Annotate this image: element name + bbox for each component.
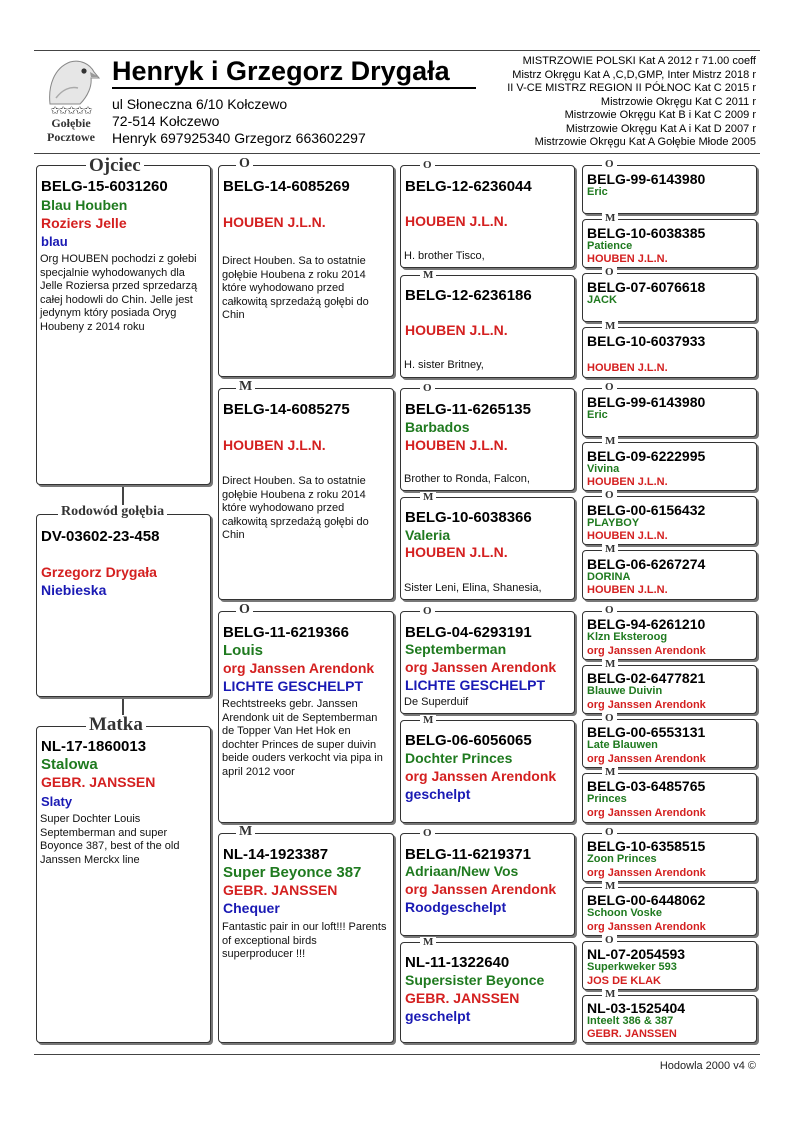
female-marker: M <box>420 937 436 948</box>
logo-text <box>36 116 106 144</box>
ancestor-card[interactable] <box>582 887 757 936</box>
pigeon-name: Klzn Eksteroog <box>587 631 668 643</box>
breeder-name: Grzegorz Drygała <box>41 564 157 580</box>
achievement: Mistrzowie Okręgu Kat A Gołębie Młode 2005 <box>534 136 756 148</box>
ring-number: BELG-10-6358515 <box>587 838 706 854</box>
breeder-name: HOUBEN J.L.N. <box>587 584 668 596</box>
ring-number: BELG-11-6265135 <box>405 401 531 418</box>
ring-number: BELG-00-6156432 <box>587 502 706 518</box>
color-label: Roodgeschelpt <box>405 899 507 915</box>
male-marker: O <box>420 383 435 394</box>
ring-number: BELG-15-6031260 <box>41 178 168 195</box>
pigeon-name: Barbados <box>405 419 470 435</box>
female-marker: M <box>602 659 618 670</box>
ring-number: BELG-10-6038385 <box>587 225 706 241</box>
title-underline <box>112 87 476 89</box>
breeder-name: org Janssen Arendonk <box>405 768 557 784</box>
achievement: Mistrzowie Okręgu Kat C 2011 r <box>600 95 756 108</box>
color-label: Niebieska <box>41 582 107 598</box>
ring-number: DV-03602-23-458 <box>41 528 160 545</box>
breeder-name: GEBR. JANSSEN <box>587 1028 677 1040</box>
ring-number: BELG-07-6076618 <box>587 279 706 295</box>
pigeon-name: Princes <box>587 793 627 805</box>
pigeon-name: Super Beyonce 387 <box>223 864 362 881</box>
pigeon-name: Blau Houben <box>41 197 128 213</box>
male-marker: O <box>602 827 617 838</box>
ancestor-card[interactable] <box>582 219 757 268</box>
pigeon-name: Septemberman <box>405 641 507 657</box>
ring-number: BELG-12-6236186 <box>405 287 532 304</box>
father-card[interactable] <box>36 165 211 485</box>
breeder-name: HOUBEN J.L.N. <box>223 214 326 230</box>
pigeon-note: Rechtstreeks gebr. Janssen Arendonk uit de Septemberman de Topper Van Het Hok en dochter Princes de super duivin beide ouders verkocht via pipa in april 2012 voor <box>222 698 383 778</box>
female-marker: M <box>420 492 436 503</box>
ring-number: BELG-04-6293191 <box>405 624 532 641</box>
pigeon-note: Super Dochter Louis Septemberman and super Boyonce 387, best of the old Janssen Merckx line <box>40 813 180 866</box>
breeder-name: org Janssen Arendonk <box>587 867 706 879</box>
pigeon-name: PLAYBOY <box>587 517 640 529</box>
ring-number: BELG-03-6485765 <box>587 778 706 794</box>
ancestor-card[interactable] <box>582 388 757 437</box>
grandparent-card[interactable] <box>218 611 394 823</box>
pigeon-name: Inteelt 386 & 387 <box>587 1015 674 1027</box>
address-street: ul Słoneczna 6/10 Kołczewo <box>112 96 288 112</box>
ring-number: BELG-12-6236044 <box>405 178 532 195</box>
grandparent-card[interactable] <box>218 833 394 1043</box>
female-marker: M <box>602 213 618 224</box>
breeder-title: Henryk i Grzegorz Drygała <box>112 56 450 86</box>
color-label: LICHTE GESCHELPT <box>405 677 546 693</box>
footer-rule <box>34 1054 760 1055</box>
logo-text-line: Gołębie <box>51 116 91 130</box>
achievement: Mistrzowie Okręgu Kat B i Kat C 2009 r <box>564 109 756 121</box>
male-marker: O <box>602 382 617 393</box>
breeder-name: HOUBEN J.L.N. <box>587 362 668 374</box>
pigeon-name: Superkweker 593 <box>587 961 677 973</box>
pigeon-name: Schoon Voske <box>587 907 662 919</box>
pigeon-note: H. brother Tisco, <box>404 250 485 262</box>
pigeon-name: Supersister Beyonce <box>405 972 545 988</box>
pigeon-name: Patience <box>587 240 633 252</box>
ring-number: BELG-00-6448062 <box>587 892 706 908</box>
logo-text-line: Pocztowe <box>47 130 95 144</box>
ancestor-card[interactable] <box>582 995 757 1043</box>
male-marker: O <box>420 160 435 171</box>
female-marker: M <box>602 544 618 555</box>
great-grandparent-card[interactable] <box>400 942 575 1043</box>
ancestor-card[interactable] <box>582 165 757 214</box>
breeder-name: org Janssen Arendonk <box>223 660 375 676</box>
pigeon-name: JACK <box>587 294 617 306</box>
ancestor-card[interactable] <box>582 719 757 768</box>
software-credit: Hodowla 2000 v4 © <box>659 1060 756 1072</box>
ring-number: BELG-99-6143980 <box>587 171 706 187</box>
great-grandparent-card[interactable] <box>400 165 575 268</box>
male-marker: O <box>236 157 253 171</box>
breeder-name: HOUBEN J.L.N. <box>587 253 668 265</box>
pigeon-name: DORINA <box>587 571 631 583</box>
pigeon-name: Stalowa <box>41 756 98 773</box>
breeder-name: org Janssen Arendonk <box>587 921 706 933</box>
breeder-name: HOUBEN J.L.N. <box>405 213 508 229</box>
female-marker: M <box>420 270 436 281</box>
male-marker: O <box>602 605 617 616</box>
color-label: Chequer <box>223 900 280 916</box>
ancestor-card[interactable] <box>582 496 757 545</box>
ancestor-card[interactable] <box>582 665 757 714</box>
header-top-rule <box>34 50 760 51</box>
great-grandparent-card[interactable] <box>400 497 575 600</box>
ring-number: NL-03-1525404 <box>587 1000 686 1016</box>
ring-number: BELG-00-6553131 <box>587 724 706 740</box>
male-marker: O <box>420 828 435 839</box>
great-grandparent-card[interactable] <box>400 388 575 491</box>
female-marker: M <box>602 767 618 778</box>
breeder-name: GEBR. JANSSEN <box>223 882 338 898</box>
breeder-name: org Janssen Arendonk <box>405 659 557 675</box>
achievement: Mistrz Okręgu Kat A ,C,D,GMP, Inter Mistrz 2018 r <box>512 68 756 81</box>
great-grandparent-card[interactable] <box>400 275 575 378</box>
female-marker: M <box>420 715 436 726</box>
color-label: geschelpt <box>405 786 471 802</box>
address-phones: Henryk 697925340 Grzegorz 663602297 <box>112 130 366 146</box>
ring-number: NL-07-2054593 <box>587 946 686 962</box>
breeder-name: HOUBEN J.L.N. <box>587 530 668 542</box>
breeder-name: JOS DE KLAK <box>587 975 661 987</box>
pigeon-name: Eric <box>587 186 608 198</box>
ancestor-card[interactable] <box>582 941 757 990</box>
ancestor-card[interactable] <box>582 550 757 600</box>
pigeon-note: Org HOUBEN pochodzi z gołebi specjalnie wyhodowanych dla Jelle Roziersa przed sprzedarzą całej hodowli do Chin. Jelle jest jedynym który posiada Oryg Houbeny z 2014 roku <box>40 253 198 333</box>
ring-number: BELG-06-6056065 <box>405 732 532 749</box>
pigeon-note: De Superduif <box>404 696 469 708</box>
ancestor-card[interactable] <box>582 833 757 882</box>
ring-number: BELG-14-6085269 <box>223 178 350 195</box>
pigeon-name: Blauwe Duivin <box>587 685 663 697</box>
breeder-name: org Janssen Arendonk <box>405 881 557 897</box>
subject-card[interactable] <box>36 514 211 697</box>
ancestor-card[interactable] <box>582 611 757 660</box>
male-marker: O <box>602 490 617 501</box>
breeder-name: HOUBEN J.L.N. <box>223 437 326 453</box>
pigeon-name: Valeria <box>405 527 451 543</box>
great-grandparent-card[interactable] <box>400 611 575 714</box>
pigeon-name: Vivina <box>587 463 620 475</box>
male-marker: O <box>602 267 617 278</box>
ring-number: BELG-11-6219366 <box>223 624 349 641</box>
male-marker: O <box>602 159 617 170</box>
ancestor-card[interactable] <box>582 773 757 823</box>
ring-number: NL-17-1860013 <box>41 738 147 755</box>
ancestor-card[interactable] <box>582 442 757 491</box>
color-label: Slaty <box>41 794 73 809</box>
breeder-name: HOUBEN J.L.N. <box>405 437 508 453</box>
grandparent-card[interactable] <box>218 388 394 600</box>
male-marker: O <box>236 603 253 617</box>
ring-number: BELG-09-6222995 <box>587 448 706 464</box>
ring-number: BELG-02-6477821 <box>587 670 706 686</box>
pigeon-head-icon <box>44 56 100 106</box>
great-grandparent-card[interactable] <box>400 833 575 936</box>
stars-icon: ✩✩✩✩✩ <box>50 105 92 117</box>
pigeon-name: Adriaan/New Vos <box>405 863 519 879</box>
address-city: 72-514 Kołczewo <box>112 113 220 129</box>
pigeon-name: Zoon Princes <box>587 853 657 865</box>
pigeon-name: Dochter Princes <box>405 750 513 766</box>
male-marker: O <box>420 606 435 617</box>
mother-card[interactable] <box>36 726 211 1043</box>
pigeon-name: Late Blauwen <box>587 739 658 751</box>
color-label: geschelpt <box>405 1008 471 1024</box>
ring-number: BELG-10-6037933 <box>587 333 706 349</box>
ring-number: BELG-99-6143980 <box>587 394 706 410</box>
achievement: Mistrzowie Okręgu Kat A i Kat D 2007 r <box>565 122 756 135</box>
breeder-name: org Janssen Arendonk <box>587 699 706 711</box>
pigeon-note: Direct Houben. Sa to ostatnie gołębie Houbena z roku 2014 które wyhodowano przed całkowitą sprzedażą gołębi do Chin <box>222 475 369 541</box>
male-marker: O <box>602 935 617 946</box>
female-marker: M <box>236 825 255 839</box>
achievement: II V-CE MISTRZ REGION II PÓŁNOC Kat C 2015 r <box>507 82 756 94</box>
breeder-name: org Janssen Arendonk <box>587 807 706 819</box>
breeder-name: GEBR. JANSSEN <box>41 774 156 790</box>
breeder-name: Roziers Jelle <box>41 215 127 231</box>
pigeon-name: Eric <box>587 409 608 421</box>
female-marker: M <box>602 436 618 447</box>
ring-number: BELG-94-6261210 <box>587 616 706 632</box>
pigeon-note: Sister Leni, Elina, Shanesia, <box>404 582 542 594</box>
ring-number: BELG-10-6038366 <box>405 509 532 526</box>
female-marker: M <box>602 881 618 892</box>
mother-label: Matka <box>86 715 146 734</box>
ring-number: BELG-11-6219371 <box>405 846 531 863</box>
pigeon-name: Louis <box>223 642 263 659</box>
great-grandparent-card[interactable] <box>400 720 575 823</box>
subject-label: Rodowód gołębia <box>58 505 167 519</box>
breeder-name: org Janssen Arendonk <box>587 645 706 657</box>
female-marker: M <box>602 321 618 332</box>
loft-logo <box>36 56 106 146</box>
pigeon-note: H. sister Britney, <box>404 359 484 371</box>
pigeon-note: Direct Houben. Sa to ostatnie gołębie Houbena z roku 2014 które wyhodowano przed całkowitą sprzedażą gołębi do Chin <box>222 255 369 321</box>
breeder-name: HOUBEN J.L.N. <box>405 544 508 560</box>
female-marker: M <box>236 380 255 394</box>
breeder-name: HOUBEN J.L.N. <box>405 322 508 338</box>
breeder-name: GEBR. JANSSEN <box>405 990 520 1006</box>
grandparent-card[interactable] <box>218 165 394 377</box>
color-label: blau <box>41 234 68 249</box>
color-label: LICHTE GESCHELPT <box>223 678 364 694</box>
ancestor-card[interactable] <box>582 327 757 378</box>
ancestor-card[interactable] <box>582 273 757 322</box>
achievement: MISTRZOWIE POLSKI Kat A 2012 r 71.00 coeff <box>522 55 756 67</box>
pigeon-note: Brother to Ronda, Falcon, <box>404 473 530 485</box>
achievements-list <box>456 55 756 150</box>
pigeon-note: Fantastic pair in our loft!!! Parents of exceptional birds superproducer !!! <box>222 921 387 960</box>
ring-number: NL-11-1322640 <box>405 954 510 971</box>
female-marker: M <box>602 989 618 1000</box>
father-label: Ojciec <box>86 156 144 175</box>
header-bottom-rule <box>34 153 760 154</box>
male-marker: O <box>602 713 617 724</box>
breeder-name: org Janssen Arendonk <box>587 753 706 765</box>
ring-number: NL-14-1923387 <box>223 846 329 863</box>
ring-number: BELG-06-6267274 <box>587 556 706 572</box>
ring-number: BELG-14-6085275 <box>223 401 350 418</box>
breeder-name: HOUBEN J.L.N. <box>587 476 668 488</box>
